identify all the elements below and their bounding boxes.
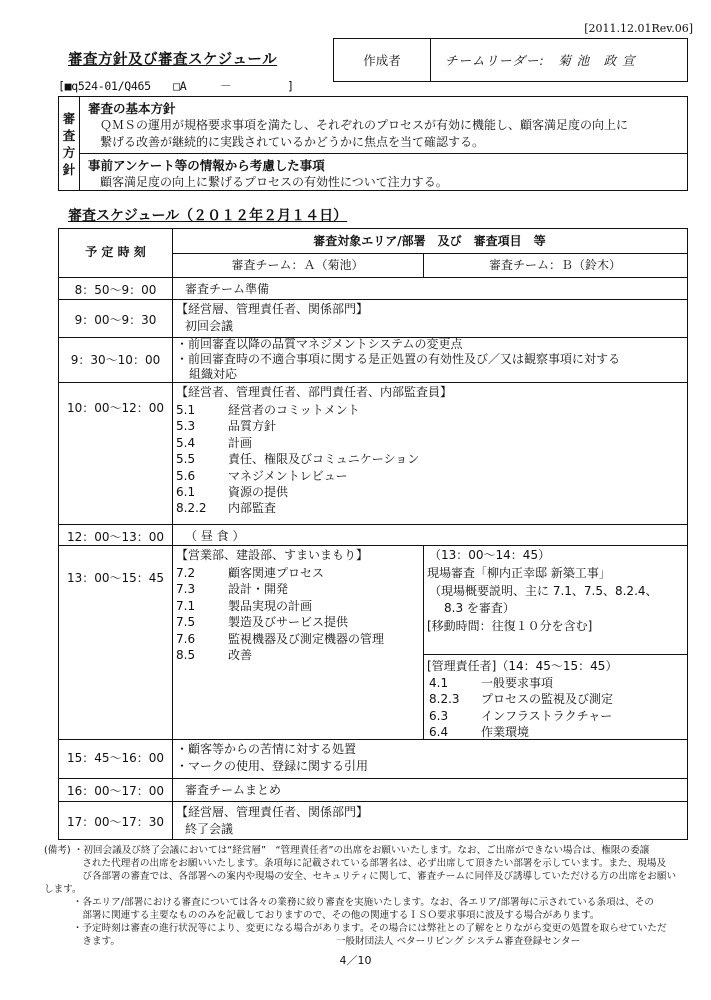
page-number: 4／10 — [339, 954, 372, 967]
policy-divider — [80, 153, 687, 154]
footnote-line: された代理者の出席をお願いいたします。条項毎に記載されている部署名は、必ず出席して頂きたい部署を示しています。また、現場及 — [44, 858, 667, 869]
row-text: 審査チーム準備 — [185, 282, 270, 296]
item-list — [176, 402, 419, 517]
team-b-split — [423, 654, 687, 655]
document-code: [■q524-01/Q465 □A － ] — [58, 79, 294, 93]
list-item: 8.5 改善 — [176, 648, 253, 663]
list-item: 6.4 作業環境 — [429, 725, 530, 740]
row-line — [59, 778, 687, 779]
row-line — [59, 801, 687, 802]
team-b-header: 審査チーム：Ｂ（鈴木） — [488, 258, 621, 272]
row-text: （現場概要説明、主に 7.1、7.5、8.2.4、 — [429, 584, 658, 598]
row-text: （13：00～14：45） — [429, 548, 551, 562]
footnote-line: きます。 一般財団法人 ベターリビング システム審査登録センター — [44, 936, 581, 947]
list-item: 7.5 製造及びサービス提供 — [176, 615, 349, 630]
row-text: 審査チームまとめ — [185, 783, 282, 797]
list-item: 7.3 設計・開発 — [176, 582, 289, 597]
time-cell: 13：00～15：45 — [66, 571, 165, 585]
revision-label: [2011.12.01Rev.06] — [584, 22, 693, 35]
survey-section — [80, 156, 687, 191]
footnote — [44, 844, 684, 948]
side-char: 方 — [62, 144, 76, 160]
time-cell: 10：00～12：00 — [66, 401, 165, 415]
team-b-divider — [423, 545, 424, 739]
item-list — [429, 675, 613, 741]
time-cell: 9：00～9：30 — [74, 313, 157, 327]
survey-heading: 事前アンケート等の情報から考慮した事項 — [88, 158, 325, 173]
list-item: 5.3 品質方針 — [176, 419, 277, 434]
list-item: 7.6 監視機器及び測定機器の管理 — [176, 631, 385, 646]
row-line — [59, 382, 687, 383]
list-item: 7.1 製品実現の計画 — [176, 598, 313, 613]
list-item: 5.6 マネジメントレビュー — [176, 468, 348, 483]
time-column-divider — [172, 229, 173, 839]
basic-policy-text-1: ＱＭＳの運用が規格要求事項を満たし、それぞれのプロセスが有効に機能し、顧客満足度の向上に — [100, 118, 629, 132]
list-item: 5.5 責任、権限及びコミュニケーション — [176, 452, 420, 467]
area-header: 審査対象エリア/部署 及び 審査項目 等 — [313, 234, 546, 248]
policy-box — [58, 96, 688, 191]
schedule-title: 審査スケジュール（２０１２年２月１４日） — [68, 208, 348, 224]
footnote-line: 部署に関連する主要なもののみを記載しておりますので、その他の関連するＩＳＯ要求事項に波及する場合があります。 — [44, 910, 600, 921]
row-text: 【経営層、管理責任者、関係部門】 — [176, 302, 369, 316]
side-char: 査 — [62, 127, 76, 143]
policy-side-label — [59, 97, 80, 190]
header-bottom — [59, 277, 687, 278]
item-list — [176, 565, 384, 663]
time-cell: 16：00～17：00 — [66, 784, 165, 798]
row-text: 組織対応 — [189, 367, 238, 381]
footnote-line: び各部署の審査では、各部署への案内や現場の安全、セキュリティに関して、審査チームに同伴及び誘導していただける方の出席をお願いします。 — [44, 871, 677, 895]
row-text: [移動時間：往復１０分を含む] — [427, 619, 593, 633]
row-text: 現場審査「柳内正幸邸 新築工事」 — [427, 566, 611, 580]
list-item: 5.1 経営者のコミットメント — [176, 403, 360, 417]
row-text: [管理責任者]（14：45～15：45） — [427, 659, 618, 673]
basic-policy-section — [80, 99, 687, 151]
time-cell: 9：30～10：00 — [70, 353, 161, 367]
row-text: 初回会議 — [185, 319, 234, 333]
row-text: 【経営層、管理責任者、関係部門】 — [176, 805, 369, 819]
time-header: 予 定 時 刻 — [85, 245, 146, 259]
list-item: 6.1 資源の提供 — [176, 485, 289, 500]
author-label: 作成者 — [334, 39, 431, 81]
footnote-line: ・各エリア/部署における審査については各々の業務に絞り審査を実施いたします。なお、各エリア/部署毎に示されている条項は、その — [44, 897, 654, 908]
row-text: 【経営者、管理責任者、部門責任者、内部監査員】 — [176, 385, 453, 399]
list-item: 8.2.2 内部監査 — [176, 501, 277, 516]
row-text: 【営業部、建設部、すまいまもり】 — [176, 548, 369, 562]
list-item: 4.1 一般要求事項 — [429, 676, 554, 690]
survey-text: 顧客満足度の向上に繋げるプロセスの有効性について注力する。 — [100, 175, 448, 189]
row-text: ・顧客等からの苦情に対する処置 — [176, 742, 357, 756]
row-text: 終了会議 — [185, 822, 234, 836]
author-box — [333, 38, 688, 82]
row-text: ・マークの使用、登録に関する引用 — [176, 759, 369, 773]
footnote-line: ・予定時刻は審査の進行状況等により、変更になる場合があります。その場合には弊社との了解をとりながら変更の処置を取らせていただ — [44, 923, 667, 934]
side-char: 審 — [62, 110, 76, 126]
policy-body — [80, 97, 687, 190]
basic-policy-heading: 審査の基本方針 — [88, 101, 176, 116]
time-cell: 15：45～16：00 — [66, 751, 165, 765]
side-char: 針 — [62, 161, 76, 177]
row-line — [59, 299, 687, 300]
row-line — [59, 524, 687, 525]
list-item: 8.2.3 プロセスの監視及び測定 — [429, 692, 614, 707]
time-cell: 12：00～13：00 — [66, 530, 165, 544]
time-cell: 8：50～9：00 — [74, 283, 157, 297]
list-item: 5.4 計画 — [176, 435, 253, 450]
schedule-table — [58, 228, 688, 840]
author-value: チームリーダー: 菊 池 政 宣 — [445, 53, 636, 68]
row-text: 8.3 を審査） — [444, 601, 515, 615]
header-divider — [172, 253, 687, 254]
row-text: ・前回審査以降の品質マネジメントシステムの変更点 — [176, 337, 463, 351]
time-cell: 17：00～17：30 — [66, 815, 165, 829]
document-title: 審査方針及び審査スケジュール — [68, 52, 278, 68]
team-a-header: 審査チーム：Ａ（菊池） — [231, 258, 364, 272]
list-item: 7.2 顧客関連プロセス — [176, 566, 325, 580]
row-line — [59, 545, 687, 546]
footnote-line: (備考) ・初回会議及び終了会議においては“経営層” “管理責任者”の出席をお願いいたします。なお、ご出席ができない場合は、権限の委譲 — [44, 845, 650, 856]
row-text: （ 昼 食 ） — [185, 529, 245, 543]
basic-policy-text-2: 繋げる改善が継続的に実践されているかどうかに焦点を当て確認する。 — [100, 135, 485, 149]
row-text: ・前回審査時の不適合事項に関する是正処置の有効性及び／又は観察事項に対する — [176, 352, 621, 366]
list-item: 6.3 インフラストラクチャー — [429, 708, 613, 723]
